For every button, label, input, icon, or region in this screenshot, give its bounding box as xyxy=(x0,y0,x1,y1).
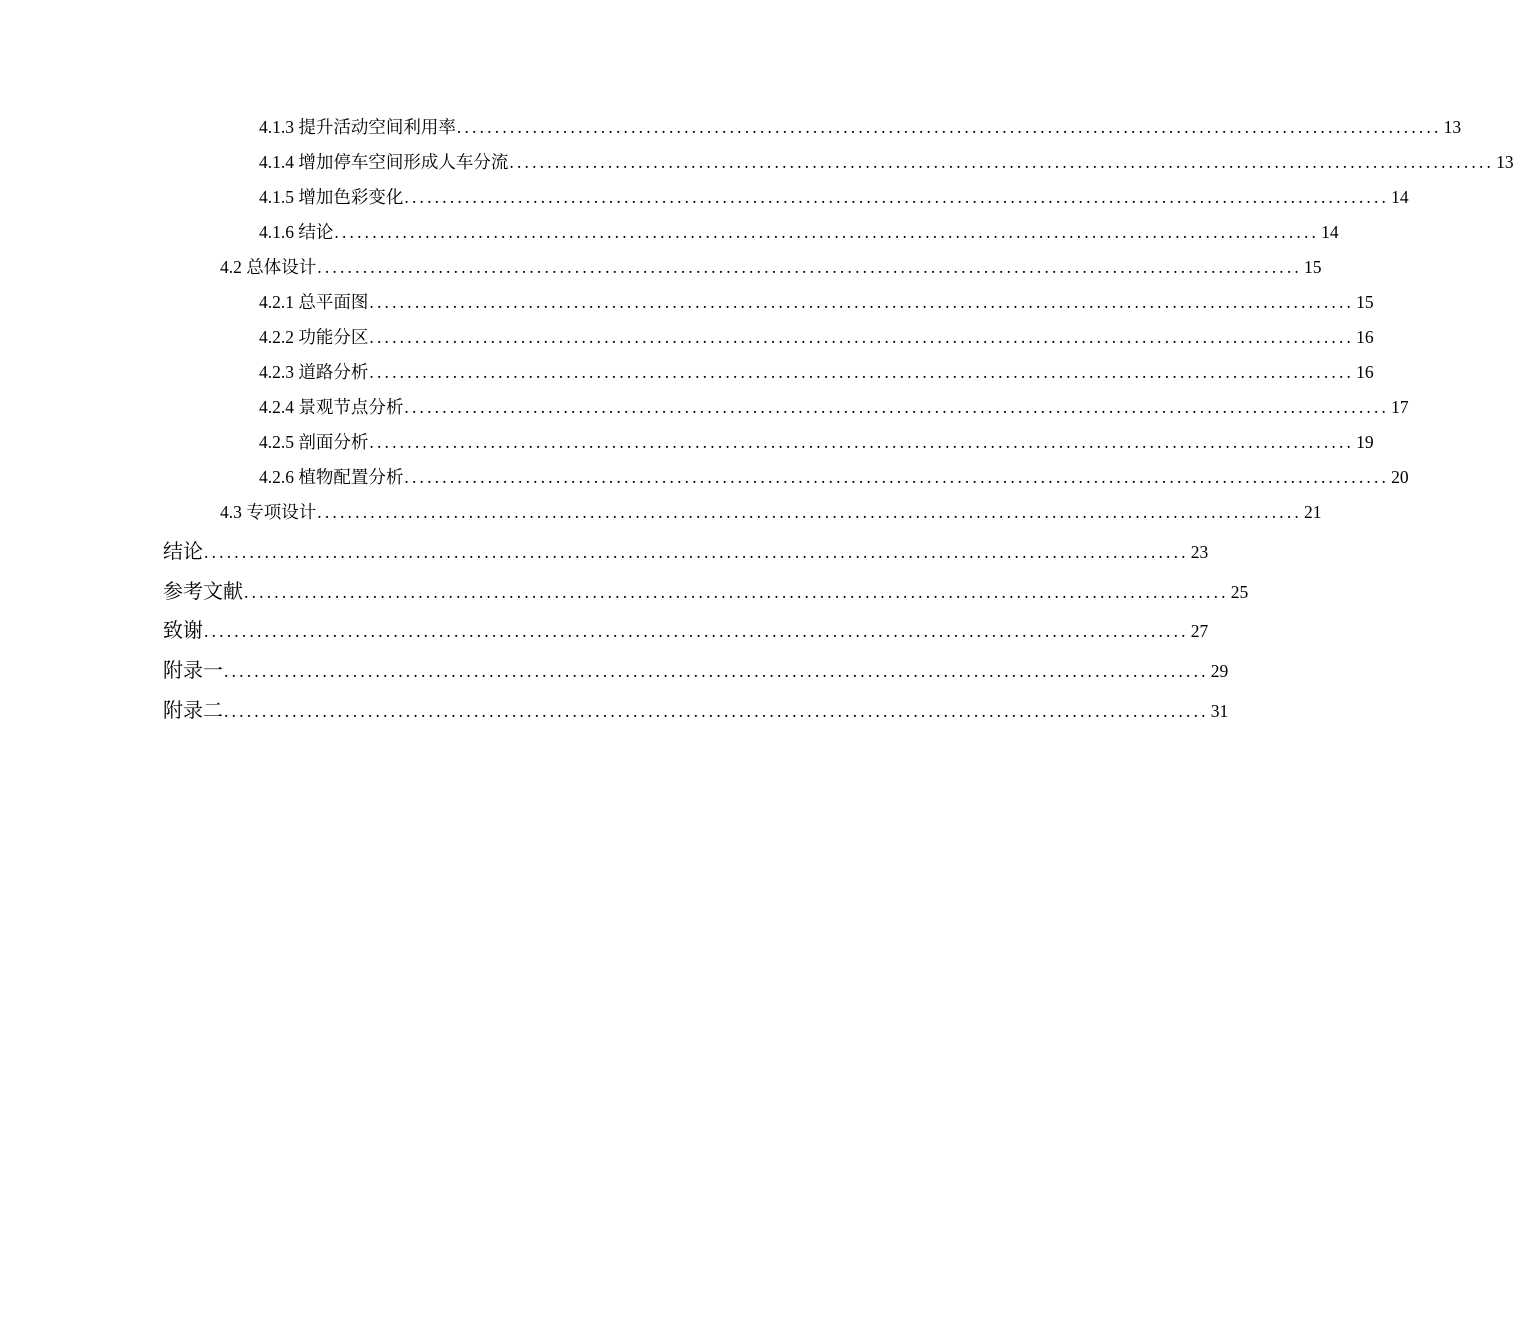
toc-entry-label: 4.3 专项设计 xyxy=(220,502,317,522)
toc-page-number: 29 xyxy=(1210,661,1229,681)
toc-entry-4-1-4[interactable] xyxy=(259,149,1514,173)
toc-page-number: 27 xyxy=(1190,621,1209,641)
toc-dot-leader: .................................................................................................................................. xyxy=(404,467,1390,487)
toc-dot-leader: .................................................................................................................................. xyxy=(204,621,1189,641)
toc-dot-leader: .................................................................................................................................. xyxy=(404,187,1390,207)
toc-page-number: 15 xyxy=(1356,292,1374,312)
toc-entry-label: 结论 xyxy=(163,539,203,563)
toc-page-number: 13 xyxy=(1496,152,1514,172)
toc-entry-4-1-5[interactable] xyxy=(259,184,1409,208)
toc-entry-label: 4.2.1 总平面图 xyxy=(259,292,369,312)
toc-entry-4-2-5[interactable] xyxy=(259,429,1374,453)
toc-entry-4-2-2[interactable] xyxy=(259,324,1374,348)
toc-entry-label: 4.2.5 剖面分析 xyxy=(259,432,369,452)
toc-dot-leader: .................................................................................................................................. xyxy=(204,542,1189,562)
toc-entry-4-2-6[interactable] xyxy=(259,464,1409,488)
toc-dot-leader: .................................................................................................................................. xyxy=(509,152,1495,172)
toc-entry-label: 4.2.2 功能分区 xyxy=(259,327,369,347)
toc-dot-leader: .................................................................................................................................. xyxy=(334,222,1320,242)
toc-dot-leader: .................................................................................................................................. xyxy=(317,257,1302,277)
toc-entry-label: 4.2.4 景观节点分析 xyxy=(259,397,404,417)
toc-page-number: 17 xyxy=(1391,397,1409,417)
toc-page-number: 14 xyxy=(1391,187,1409,207)
toc-entry-appendix-1[interactable] xyxy=(163,654,1229,682)
toc-entry-label: 4.1.3 提升活动空间利用率 xyxy=(259,117,456,137)
toc-entry-label: 4.2.3 道路分析 xyxy=(259,362,369,382)
toc-dot-leader: .................................................................................................................................. xyxy=(317,502,1302,522)
toc-page-number: 16 xyxy=(1356,362,1374,382)
toc-entry-4-2-3[interactable] xyxy=(259,359,1374,383)
toc-page-number: 23 xyxy=(1190,542,1209,562)
toc-dot-leader: .................................................................................................................................. xyxy=(369,362,1355,382)
toc-page-number: 31 xyxy=(1210,701,1229,721)
toc-entry-conclusion[interactable] xyxy=(163,535,1209,563)
toc-dot-leader: .................................................................................................................................. xyxy=(224,701,1209,721)
toc-dot-leader: .................................................................................................................................. xyxy=(456,117,1442,137)
toc-dot-leader: .................................................................................................................................. xyxy=(244,582,1229,602)
toc-entry-label: 4.1.4 增加停车空间形成人车分流 xyxy=(259,152,509,172)
toc-entry-4-2[interactable] xyxy=(220,254,1322,278)
toc-dot-leader: .................................................................................................................................. xyxy=(369,432,1355,452)
toc-dot-leader: .................................................................................................................................. xyxy=(224,661,1209,681)
toc-entry-label: 参考文献 xyxy=(163,579,243,603)
toc-page-number: 21 xyxy=(1304,502,1322,522)
toc-entry-label: 4.1.5 增加色彩变化 xyxy=(259,187,404,207)
toc-entry-label: 4.2 总体设计 xyxy=(220,257,317,277)
toc-entry-label: 4.2.6 植物配置分析 xyxy=(259,467,404,487)
toc-entry-references[interactable] xyxy=(163,575,1249,603)
toc-page-number: 15 xyxy=(1304,257,1322,277)
toc-dot-leader: .................................................................................................................................. xyxy=(404,397,1390,417)
toc-entry-4-1-3[interactable] xyxy=(259,114,1462,138)
toc-entry-appendix-2[interactable] xyxy=(163,694,1229,722)
toc-dot-leader: .................................................................................................................................. xyxy=(369,327,1355,347)
toc-page-number: 19 xyxy=(1356,432,1374,452)
toc-page-number: 25 xyxy=(1230,582,1249,602)
toc-entry-acknowledgements[interactable] xyxy=(163,614,1209,642)
toc-dot-leader: .................................................................................................................................. xyxy=(369,292,1355,312)
toc-page-number: 16 xyxy=(1356,327,1374,347)
toc-page-number: 20 xyxy=(1391,467,1409,487)
toc-entry-4-2-1[interactable] xyxy=(259,289,1374,313)
toc-entry-label: 附录一 xyxy=(163,658,223,682)
toc-page-number: 13 xyxy=(1443,117,1462,137)
toc-entry-4-2-4[interactable] xyxy=(259,394,1409,418)
toc-entry-4-3[interactable] xyxy=(220,499,1322,523)
toc-entry-4-1-6[interactable] xyxy=(259,219,1339,243)
toc-entry-label: 附录二 xyxy=(163,698,223,722)
toc-page-number: 14 xyxy=(1321,222,1339,242)
toc-entry-label: 4.1.6 结论 xyxy=(259,222,334,242)
toc-entry-label: 致谢 xyxy=(163,618,203,642)
